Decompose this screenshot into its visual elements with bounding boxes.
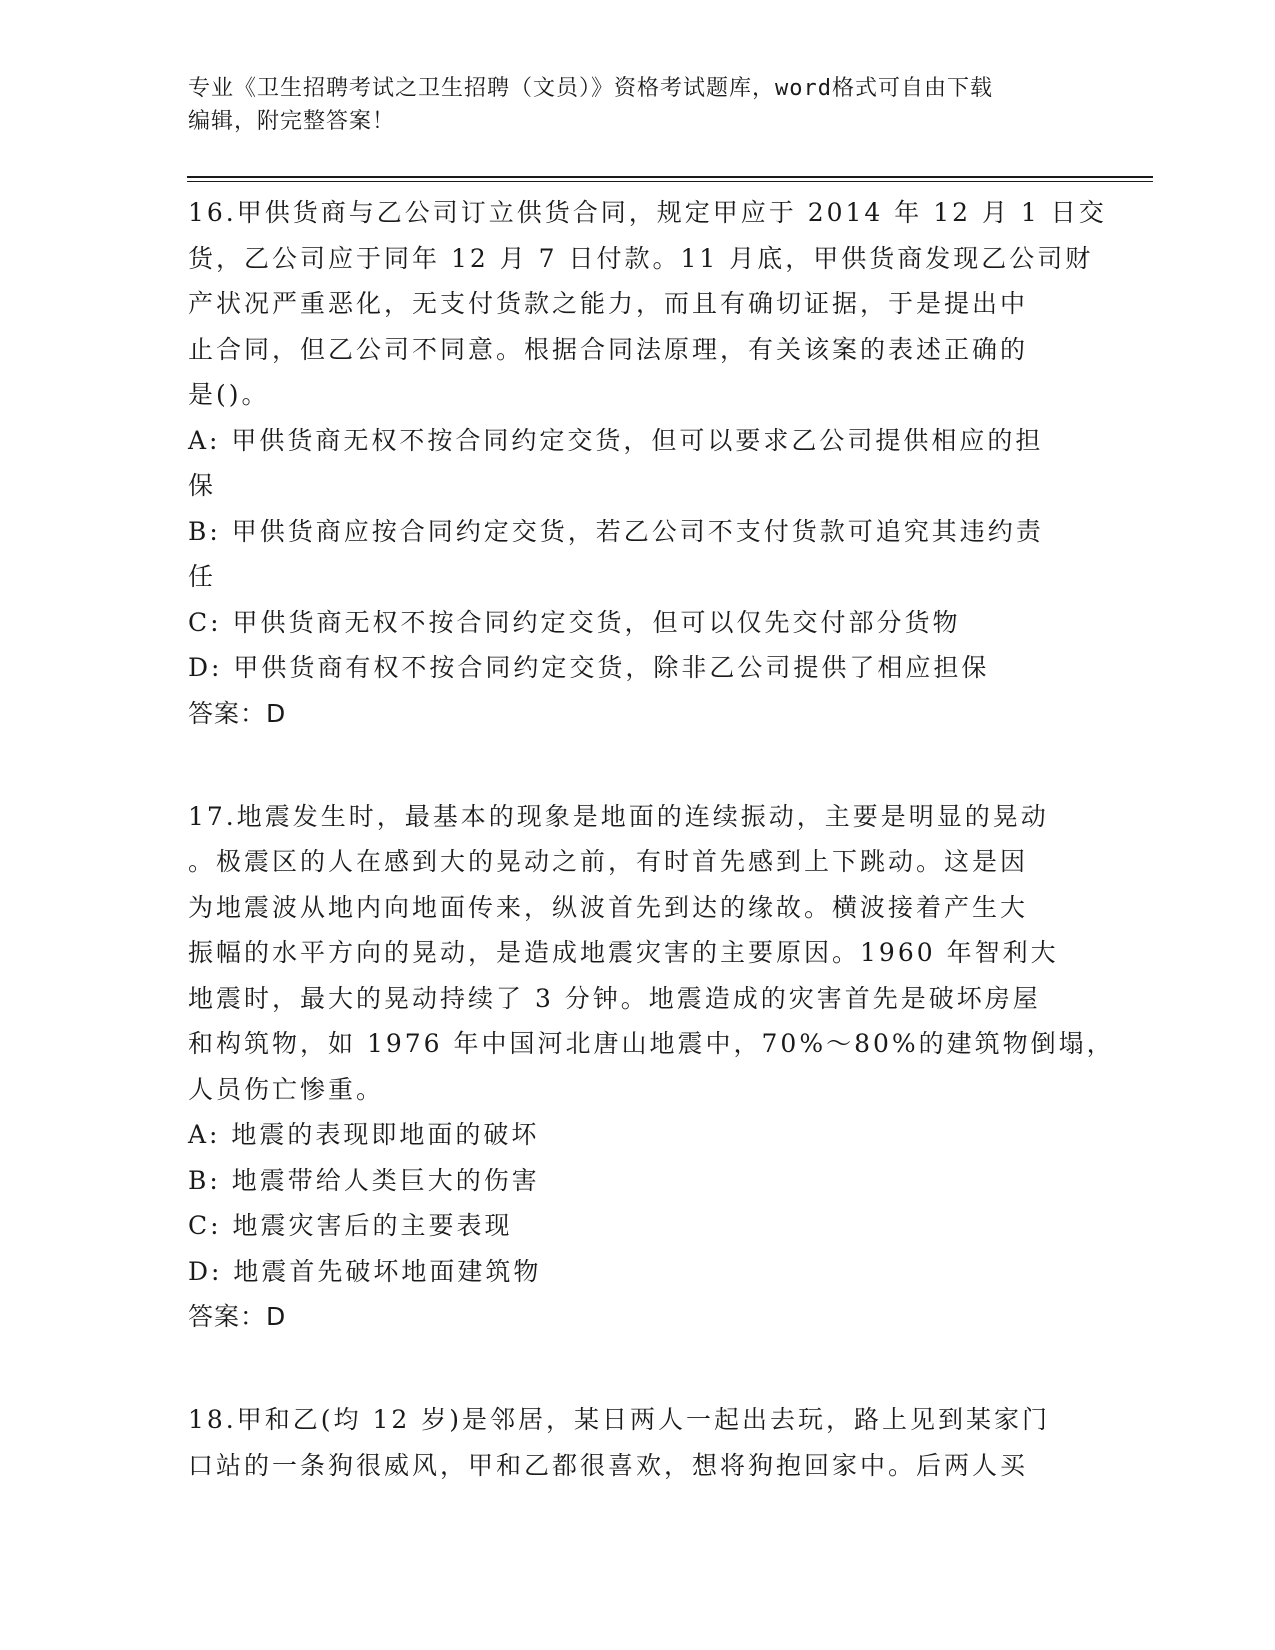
question-16-stem-line: 是()。	[188, 380, 270, 409]
question-16-stem-line: 16.甲供货商与乙公司订立供货合同，规定甲应于 2014 年 12 月 1 日交	[188, 198, 1107, 227]
header-divider-thick	[187, 176, 1153, 178]
question-list	[188, 190, 1115, 1488]
question-17-stem-line: 17.地震发生时，最基本的现象是地面的连续振动，主要是明显的晃动	[188, 801, 1049, 831]
question-17-stem-line: 。极震区的人在感到大的晃动之前，有时首先感到上下跳动。这是因	[188, 847, 1029, 876]
question-17-option-a: A: 地震的表现即地面的破坏	[188, 1120, 540, 1149]
question-16-stem-line: 止合同，但乙公司不同意。根据合同法原理，有关该案的表述正确的	[188, 334, 1029, 364]
question-17	[188, 794, 1115, 1341]
header-line-2: 编辑，附完整答案！	[188, 109, 396, 134]
question-17-stem-line: 和构筑物，如 1976 年中国河北唐山地震中，70%～80%的建筑物倒塌，	[188, 1029, 1115, 1058]
question-16-option-c: C: 甲供货商无权不按合同约定交货，但可以仅先交付部分货物	[188, 607, 961, 637]
question-spacer	[188, 1340, 1088, 1397]
question-17-stem-line: 地震时，最大的晃动持续了 3 分钟。地震造成的灾害首先是破坏房屋	[188, 983, 1041, 1013]
question-18-stem-line: 口站的一条狗很威风，甲和乙都很喜欢，想将狗抱回家中。后两人买	[188, 1450, 1029, 1480]
header-line-1: 专业《卫生招聘考试之卫生招聘（文员）》资格考试题库，word格式可自由下载	[188, 76, 993, 101]
question-17-stem-line: 人员伤亡惨重。	[188, 1074, 385, 1104]
question-16-option-d: D: 甲供货商有权不按合同约定交货，除非乙公司提供了相应担保	[188, 653, 990, 682]
question-17-stem-line: 振幅的水平方向的晃动，是造成地震灾害的主要原因。1960 年智利大	[188, 938, 1059, 967]
question-16-option-b: B: 甲供货商应按合同约定交货，若乙公司不支付货款可追究其违约责	[188, 516, 1044, 546]
question-16-option-a: A: 甲供货商无权不按合同约定交货，但可以要求乙公司提供相应的担	[188, 425, 1044, 455]
question-16-option-a-cont: 保	[188, 471, 217, 500]
question-17-answer: 答案：D	[188, 1302, 287, 1331]
question-spacer	[188, 737, 1088, 794]
header-divider-thin	[187, 181, 1153, 182]
question-16-stem-line: 货，乙公司应于同年 12 月 7 日付款。11 月底，甲供货商发现乙公司财	[188, 243, 1094, 273]
question-17-option-c: C: 地震灾害后的主要表现	[188, 1211, 513, 1240]
question-18-stem-line: 18.甲和乙(均 12 岁)是邻居，某日两人一起出去玩，路上见到某家门	[188, 1405, 1050, 1434]
question-17-stem-line: 为地震波从地内向地面传来，纵波首先到达的缘故。横波接着产生大	[188, 892, 1029, 922]
document-header	[188, 72, 1088, 138]
question-16	[188, 190, 1107, 737]
question-16-answer: 答案：D	[188, 698, 287, 728]
question-17-option-b: B: 地震带给人类巨大的伤害	[188, 1165, 540, 1195]
question-16-stem-line: 产状况严重恶化，无支付货款之能力，而且有确切证据，于是提出中	[188, 289, 1029, 318]
question-17-option-d: D: 地震首先破坏地面建筑物	[188, 1256, 542, 1286]
question-18	[188, 1397, 1088, 1488]
question-16-option-b-cont: 任	[188, 562, 217, 591]
